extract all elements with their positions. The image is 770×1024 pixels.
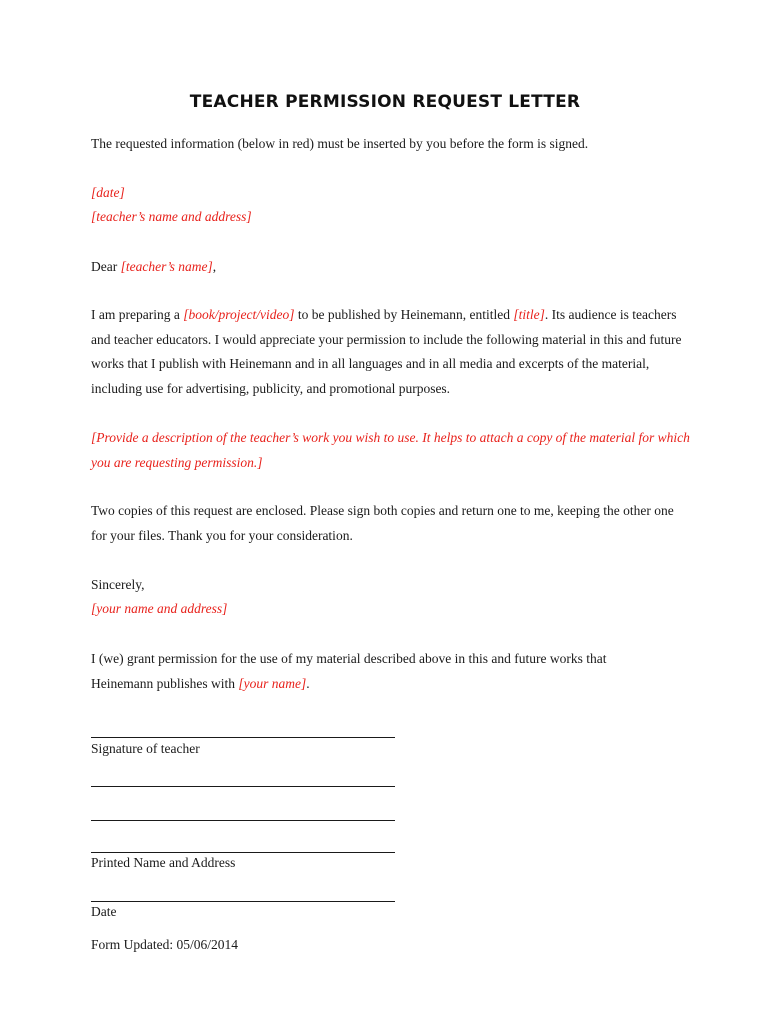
page-title: TEACHER PERMISSION REQUEST LETTER [189, 92, 581, 112]
date-line[interactable] [91, 901, 395, 902]
intro-part1: I am preparing a [91, 307, 184, 322]
salutation-suffix: , [212, 259, 217, 274]
date-placeholder: [date] [91, 185, 125, 200]
description-placeholder: [Provide a description of the teacher’s work you wish to use. It helps to attach a copy of the material for which you are requesting permission.] [91, 430, 690, 470]
intro-paragraph [91, 303, 683, 401]
signature-line[interactable] [91, 737, 395, 738]
work-type-placeholder: [book/project/video] [183, 307, 295, 322]
form-updated-text: Form Updated: 05/06/2014 [91, 937, 238, 952]
grant-paragraph [91, 647, 651, 696]
instructions-text: The requested information (below in red) must be inserted by you before the form is signed. [91, 136, 589, 151]
closing-text: Sincerely, [91, 577, 145, 592]
intro-part3: . Its audience is teachers and teacher educators. I would appreciate your permission to include the following material in this and future works that I publish with Heinemann and in all languages and in all media and excerpts of the material, including use for advertising, publicity, and promotional purposes. [91, 307, 682, 396]
work-title-placeholder: [title] [513, 307, 545, 322]
your-name-address-placeholder: [your name and address] [91, 601, 228, 616]
your-name-placeholder: [your name] [238, 675, 307, 691]
enclosure-paragraph: Two copies of this request are enclosed. Please sign both copies and return one to me, keeping the other one for your files. Thank you for your consideration. [91, 503, 674, 543]
grant-part2: . [306, 675, 310, 691]
signature-label: Signature of teacher [91, 741, 200, 756]
address-line-3[interactable] [91, 852, 395, 853]
salutation-prefix: Dear [91, 259, 121, 274]
intro-part2: to be published by Heinemann, entitled [294, 307, 514, 322]
address-line-2[interactable] [91, 820, 395, 821]
salutation [91, 255, 691, 280]
date-label: Date [91, 904, 117, 919]
printed-name-label: Printed Name and Address [91, 855, 236, 870]
teacher-name-placeholder: [teacher’s name] [120, 259, 213, 274]
address-line-1[interactable] [91, 786, 395, 787]
grant-part1: I (we) grant permission for the use of my material described above in this and future works that Heinemann publishes with [91, 651, 607, 691]
teacher-name-address-placeholder: [teacher’s name and address] [91, 209, 252, 224]
